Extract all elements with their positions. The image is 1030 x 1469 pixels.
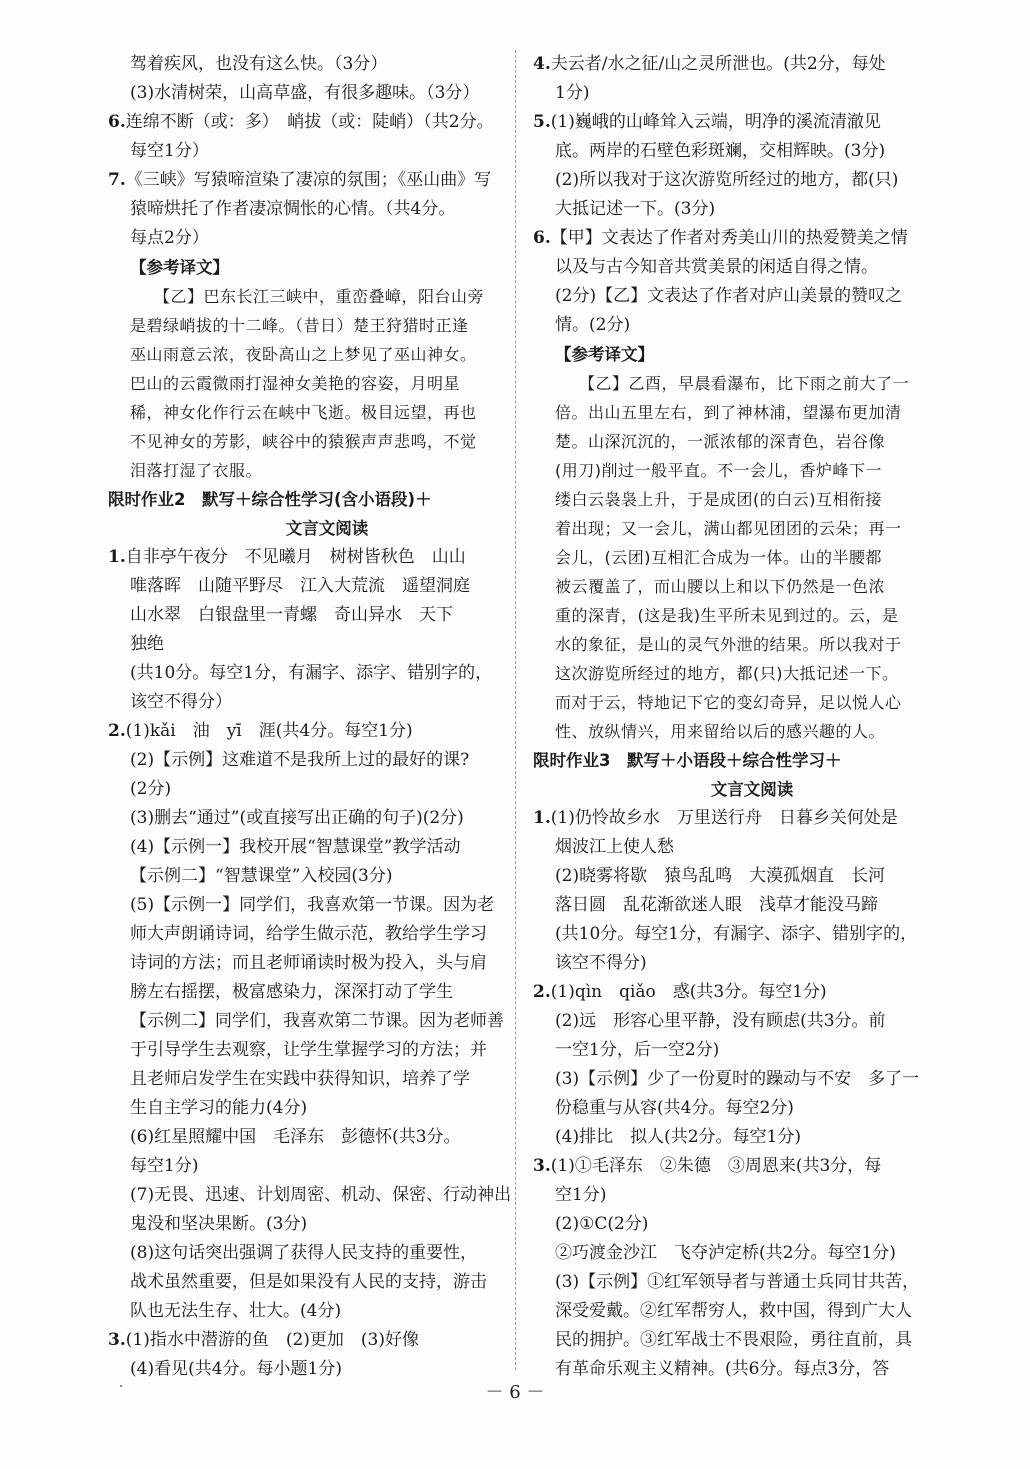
line-text: (3)删去“通过”(或直接写出正确的句子)(2分) [130,808,464,828]
text-line [533,195,971,224]
line-text: (6)红星照耀中国 毛泽东 彭德怀(共3分。 [130,1127,461,1147]
text-line [108,1036,546,1065]
text-line [108,1239,546,1268]
line-text: (5)【示例一】同学们，我喜欢第一节课。因为老 [130,895,495,915]
line-text: (1)巍峨的山峰耸入云端，明净的溪流清澈见 [550,112,881,132]
item-number: 1. [533,808,551,828]
line-text: 山水翠 白银盘里一青螺 奇山异水 天下 [130,605,453,625]
text-line [108,891,546,920]
line-text: 且老师启发学生在实践中获得知识，培养了学 [130,1069,470,1089]
line-text: (用刀)削过一般平直。不一会儿，香炉峰下一 [555,461,882,480]
line-text: (3)【示例】①红军领导者与普通士兵同甘共苦， [555,1272,920,1292]
text-line [108,1326,546,1355]
line-text: (2分)【乙】文表达了作者对庐山美景的赞叹之 [555,286,903,306]
line-text: 每点2分） [130,228,209,248]
text-line [108,108,546,137]
text-line [108,601,546,630]
text-line [108,1065,546,1094]
line-text: (3)水清树荣，山高草盛，有很多趣味。（3分） [130,83,480,103]
line-text: (2)晓雾将歇 猿鸟乱鸣 大漠孤烟直 长河 [555,866,886,886]
line-text: 底。两岸的石壁色彩斑斓，交相辉映。(3分) [555,141,886,161]
line-text: (8)这句话突出强调了获得人民支持的重要性， [130,1243,478,1263]
text-line [108,50,546,79]
item-number: 2. [533,982,551,1002]
text-line [108,1181,546,1210]
item-number: 6. [108,112,126,132]
text-line [533,659,971,688]
line-text: (2分) [130,779,172,799]
line-text: 生自主学习的能力(4分) [130,1098,308,1118]
line-text: 鬼没和坚决果断。(3分) [130,1214,308,1234]
text-line [108,398,546,427]
text-line [533,804,971,833]
line-text: 【参考译文】 [130,258,229,277]
text-line [533,369,971,398]
page-number: － 6 － [485,1382,545,1403]
text-line [108,79,546,108]
item-number: 4. [533,54,551,74]
item-number: 1. [108,547,126,567]
text-line [533,688,971,717]
line-text: (3)【示例】少了一份夏时的躁动与不安 多了一 [555,1069,920,1089]
line-text: 这次游览所经过的地方，都(只)大抵记述一下。 [555,664,899,683]
text-line [108,543,546,572]
text-line [533,1065,971,1094]
line-text: (1)①毛泽东 ②朱德 ③周恩来(共3分，每 [550,1156,882,1176]
text-line [533,891,971,920]
line-text: (1)指水中潜游的鱼 (2)更加 (3)好像 [125,1330,419,1350]
text-line [108,514,546,543]
item-number: 2. [108,721,126,741]
line-text: 缕白云袅袅上升，于是成团(的白云)互相衔接 [555,490,882,509]
line-text: 情。(2分) [555,315,631,335]
line-text: 着出现；又一会儿，满山都见团团的云朵；再一 [555,519,902,538]
line-text: 大抵记述一下。(3分) [555,199,716,219]
line-text: (4)看见(共4分。每小题1分) [130,1359,342,1379]
text-line [533,1326,971,1355]
text-line [533,1123,971,1152]
text-line [108,833,546,862]
text-line [533,456,971,485]
text-line [533,775,971,804]
line-text: 不见神女的芳影，峡谷中的猿猴声声悲鸣，不觉 [130,432,477,451]
line-text: 民的拥护。③红军战士不畏艰险，勇往直前，具 [555,1330,912,1350]
line-text: 该空不得分） [130,692,232,712]
line-text: 该空不得分) [555,953,647,973]
line-text: (7)无畏、迅速、计划周密、机动、保密、行动神出 [130,1185,512,1205]
text-line [533,1210,971,1239]
text-line [533,978,971,1007]
text-line [533,311,971,340]
line-text: (4)排比 拟人(共2分。每空1分) [555,1127,801,1147]
text-line [533,485,971,514]
line-text: 猿啼烘托了作者凄凉惆怅的心情。（共4分。 [130,199,456,219]
line-text: 水的象征，是山的灵气外泄的结果。所以我对于 [555,635,902,654]
line-text: 深受爱戴。②红军帮穷人，救中国，得到广大人 [555,1301,912,1321]
text-line [108,282,546,311]
text-line [533,1036,971,1065]
line-text: (2)所以我对于这次游览所经过的地方，都(只) [555,170,899,190]
text-line [108,1123,546,1152]
text-line [108,717,546,746]
line-text: 师大声朗诵诗词，给学生做示范，教给学生学习 [130,924,487,944]
text-line [108,1007,546,1036]
line-text: (1)qìn qiǎo 惑(共3分。每空1分) [550,982,827,1002]
text-line [108,949,546,978]
line-text: 夫云者/水之征/山之灵所泄也。(共2分，每处 [550,54,886,74]
text-line [533,340,971,369]
line-text: 重的深青，(这是我)生平所未见到过的。云，是 [555,606,899,625]
text-line [108,137,546,166]
text-line [108,166,546,195]
text-line [533,282,971,311]
text-line [533,1239,971,1268]
text-line [108,630,546,659]
text-line [533,1297,971,1326]
line-text: 队也无法生存、壮大。(4分) [130,1301,342,1321]
line-text: (2)①C(2分) [555,1214,649,1234]
line-text: (2)远 形容心里平静，没有顾虑(共3分。前 [555,1011,886,1031]
text-line [533,717,971,746]
line-text: 1分) [555,83,590,103]
text-line [533,862,971,891]
line-text: 稀，神女化作行云在峡中飞逝。极目远望，再也 [130,403,477,422]
text-line [533,601,971,630]
line-text: 膀左右摇摆，极富感染力，深深打动了学生 [130,982,453,1002]
text-line [533,920,971,949]
text-line [533,1181,971,1210]
line-text: (共10分。每空1分，有漏字、添字、错别字的， [130,663,493,683]
left-column [108,50,546,1384]
line-text: 泪落打湿了衣服。 [130,461,263,480]
text-line [533,1094,971,1123]
text-line [108,340,546,369]
line-text: 独绝 [130,634,164,654]
line-text: (共10分。每空1分，有漏字、添字、错别字的， [555,924,918,944]
line-text: 是碧绿峭拔的十二峰。（昔日）楚王狩猎时正逢 [130,316,469,335]
text-line [108,1210,546,1239]
line-text: 而对于云，特地记下它的变幻奇异，足以悦人心 [555,693,902,712]
text-line [108,456,546,485]
text-line [108,485,546,514]
line-text: 【参考译文】 [555,345,654,364]
text-line [108,427,546,456]
line-text: 战术虽然重要，但是如果没有人民的支持，游击 [130,1272,487,1292]
text-line [108,224,546,253]
text-line [108,1094,546,1123]
line-text: 文言文阅读 [710,780,794,799]
line-text: 连绵不断（或：多） 峭拔（或：陡峭）（共2分。 [125,112,494,132]
line-text: 唯落晖 山随平野尽 江入大荒流 遥望洞庭 [130,576,470,596]
text-line [533,1268,971,1297]
text-line [533,746,971,775]
text-line [533,427,971,456]
line-text: (1)仍怜故乡水 万里送行舟 日暮乡关何处是 [550,808,898,828]
line-text: 每空1分） [130,141,209,161]
text-line [533,1152,971,1181]
item-number: 7. [108,170,126,190]
text-line [533,79,971,108]
text-line [108,978,546,1007]
line-text: 落日圆 乱花渐欲迷人眼 浅草才能没马蹄 [555,895,878,915]
item-number: 6. [533,228,551,248]
text-line [533,514,971,543]
text-line [533,949,971,978]
line-text: 诗词的方法；而且老师诵读时极为投入，头与肩 [130,953,487,973]
line-text: 会儿，(云团)互相汇合成为一体。山的半腰都 [555,548,882,567]
text-line [108,195,546,224]
text-line [533,543,971,572]
line-text: 空1分) [555,1185,607,1205]
text-line [108,804,546,833]
text-line [108,369,546,398]
line-text: 份稳重与从容(共4分。每空2分) [555,1098,794,1118]
line-text: 楚。山深沉沉的，一派浓郁的深青色，岩谷像 [555,432,886,451]
line-text: 以及与古今知音共赏美景的闲适自得之情。 [555,257,878,277]
item-number: 3. [533,1156,551,1176]
line-text: 《三峡》写猿啼渲染了凄凉的氛围；《巫山曲》写 [125,170,492,190]
line-text: 文言文阅读 [285,519,369,538]
text-line [533,572,971,601]
text-line [533,166,971,195]
line-text: 有革命乐观主义精神。(共6分。每点3分，答 [555,1359,890,1379]
text-line [533,108,971,137]
text-line [533,1007,971,1036]
line-text: 限时作业2 默写＋综合性学习(含小语段)＋ [108,490,432,509]
line-text: ②巧渡金沙江 飞夺泸定桥(共2分。每空1分) [555,1243,896,1263]
line-text: 巴山的云霞微雨打湿神女美艳的容姿，月明星 [130,374,461,393]
line-text: 一空1分，后一空2分) [555,1040,720,1060]
text-line [533,224,971,253]
item-number: 3. [108,1330,126,1350]
text-line [108,1268,546,1297]
text-line [108,253,546,282]
line-text: 每空1分) [130,1156,199,1176]
line-text: 【甲】文表达了作者对秀美山川的热爱赞美之情 [550,228,908,248]
text-line [108,1297,546,1326]
text-line [108,659,546,688]
line-text: (4)【示例一】我校开展“智慧课堂”教学活动 [130,837,461,857]
line-text: (1)kǎi 油 yī 涯(共4分。每空1分) [125,721,413,741]
line-text: 【乙】巴东长江三峡中，重峦叠嶂，阳台山旁 [154,287,485,306]
line-text: 烟波江上使人愁 [555,837,674,857]
line-text: 性、放纵情兴，用来留给以后的感兴趣的人。 [555,722,886,741]
text-line [108,1152,546,1181]
line-text: 倍。出山五里左右，到了神林浦，望瀑布更加清 [555,403,902,422]
line-text: 于引导学生去观察，让学生掌握学习的方法；并 [130,1040,487,1060]
text-line [108,311,546,340]
line-text: 【示例二】“智慧课堂”入校园(3分) [130,866,393,886]
text-line [533,50,971,79]
text-line [108,920,546,949]
right-column [533,50,971,1384]
line-text: 【乙】乙酉，早晨看瀑布，比下雨之前大了一 [579,374,910,393]
text-line [533,630,971,659]
line-text: 被云覆盖了，而山腰以上和以下仍然是一色浓 [555,577,886,596]
text-line [108,688,546,717]
text-line [533,398,971,427]
line-text: 自非亭午夜分 不见曦月 树树皆秋色 山山 [125,547,466,567]
text-line [533,833,971,862]
column-divider [515,50,516,1370]
line-text: (2)【示例】这难道不是我所上过的最好的课? [130,750,470,770]
text-line [108,572,546,601]
text-line [108,775,546,804]
text-line [533,137,971,166]
line-text: 限时作业3 默写＋小语段＋综合性学习＋ [533,751,842,770]
line-text: 【示例二】同学们，我喜欢第二节课。因为老师善 [130,1011,504,1031]
text-line [533,253,971,282]
text-line [108,746,546,775]
text-line [108,862,546,891]
item-number: 5. [533,112,551,132]
line-text: 巫山雨意云浓，夜卧高山之上梦见了巫山神女。 [130,345,477,364]
line-text: 驾着疾风，也没有这么快。（3分） [130,54,388,74]
